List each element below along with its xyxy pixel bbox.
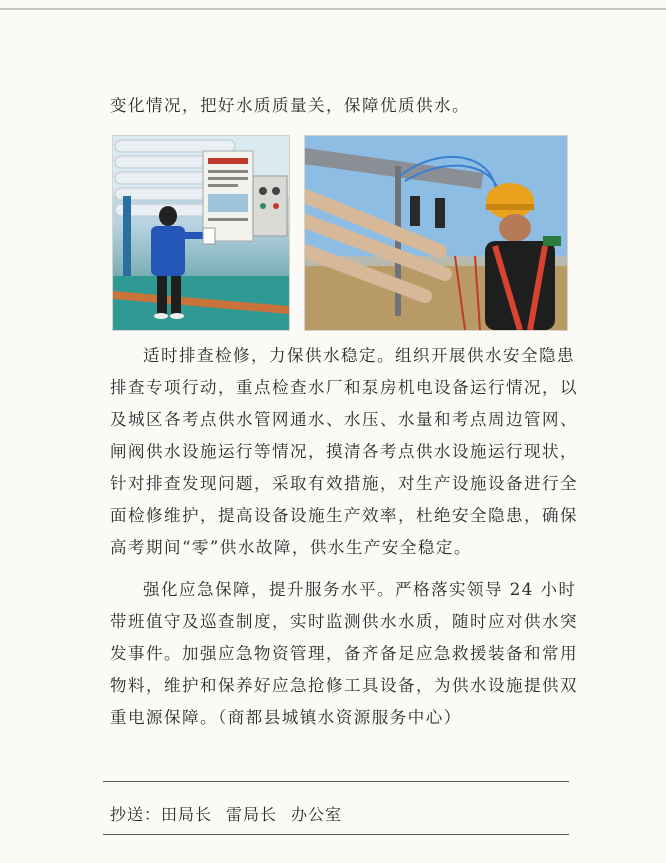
maintenance-line-1: 适时排查检修，力保供水稳定。组织开展供水安全隐患 <box>143 346 575 365</box>
emergency-line-1: 强化应急保障，提升服务水平。严格落实领导 24 小时 <box>143 580 577 599</box>
maintenance-line-5: 针对排查发现问题，采取有效措施，对生产设施设备进行全 <box>110 474 578 493</box>
maintenance-line-2: 排查专项行动，重点检查水厂和泵房机电设备运行情况，以 <box>110 378 578 397</box>
cc-recipient-3: 办公室 <box>291 805 343 824</box>
cc-line <box>110 802 356 825</box>
cc-recipient-2: 雷局长 <box>226 805 278 824</box>
page-top-edge <box>0 8 666 10</box>
cc-top-rule <box>103 781 569 782</box>
cc-label: 抄送： <box>110 805 162 824</box>
maintenance-line-7: 高考期间“零”供水故障，供水生产安全稳定。 <box>110 538 472 557</box>
cc-bottom-rule <box>103 834 569 835</box>
emergency-line-3: 发事件。加强应急物资管理，备齐备足应急救援装备和常用 <box>110 644 578 663</box>
water-plant-illustration <box>113 136 289 330</box>
maintenance-line-3: 及城区各考点供水管网通水、水压、水量和考点周边管网、 <box>110 410 578 429</box>
emergency-line-2: 带班值守及巡查制度，实时监测供水水质，随时应对供水突 <box>110 612 578 631</box>
intro-line: 变化情况，把好水质质量关，保障优质供水。 <box>110 96 470 115</box>
power-line-illustration <box>305 136 567 330</box>
cc-recipient-1: 田局长 <box>161 805 213 824</box>
emergency-line-4: 物料，维护和保养好应急抢修工具设备，为供水设施提供双 <box>110 676 578 695</box>
maintenance-line-6: 面检修维护，提高设备设施生产效率，杜绝安全隐患，确保 <box>110 506 578 525</box>
emergency-line-5: 重电源保障。（商都县城镇水资源服务中心） <box>110 708 462 727</box>
maintenance-line-4: 闸阀供水设施运行等情况，摸清各考点供水设施运行现状， <box>110 442 578 461</box>
water-plant-inspection-photo <box>112 135 290 331</box>
power-line-maintenance-photo <box>304 135 568 331</box>
